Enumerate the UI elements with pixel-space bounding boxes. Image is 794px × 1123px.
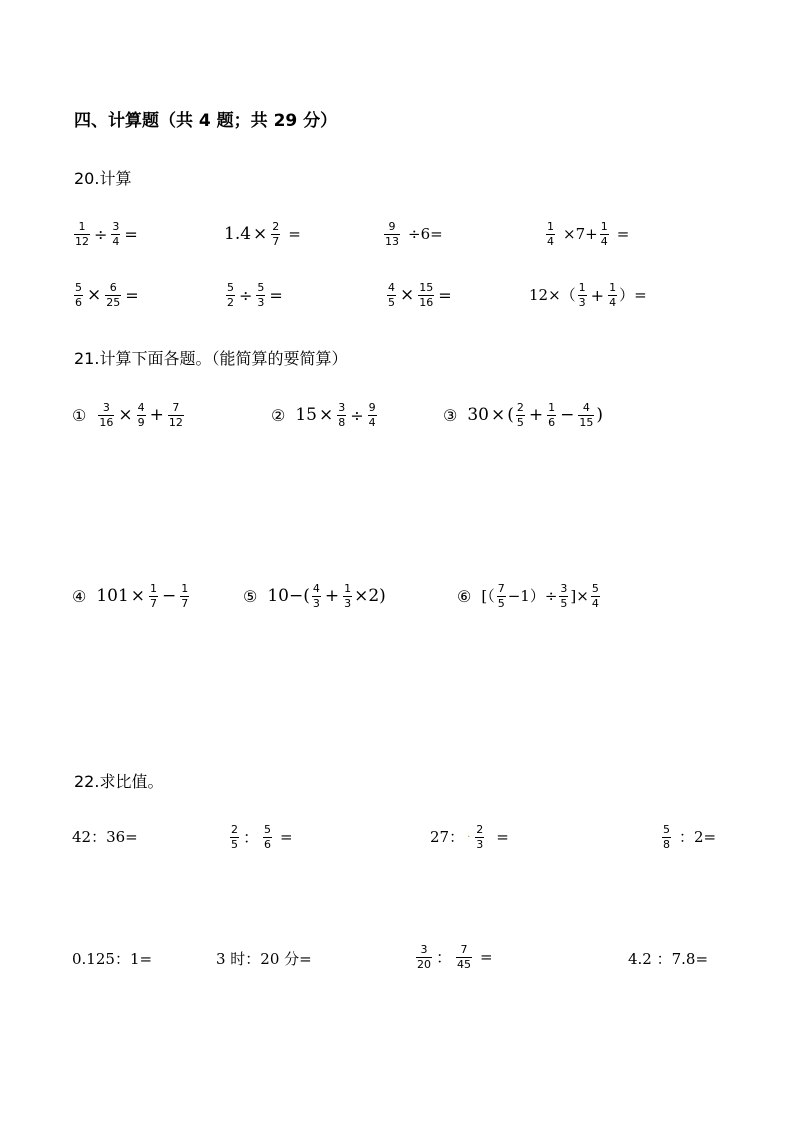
fraction: $\frac{1}{3}$ — [578, 281, 586, 309]
fraction: $\frac{1}{7}$ — [150, 582, 158, 610]
q22-r2-c: $\frac{3}{20}$ ： $\frac{7}{45}$ = — [417, 943, 493, 971]
fraction: $\frac{1}{12}$ — [75, 220, 89, 248]
fraction: $\frac{2}{3}$ — [476, 823, 484, 851]
q20-r2-a: $\frac{5}{6}$ × $\frac{6}{25}$ = — [75, 281, 139, 309]
fraction: $\frac{9}{4}$ — [368, 401, 376, 429]
q22-r2-a: 0.125：1= — [72, 950, 153, 968]
fraction: $\frac{5}{4}$ — [591, 582, 599, 610]
q20-r2-b: $\frac{5}{2}$ ÷ $\frac{5}{3}$ = — [227, 281, 283, 309]
fraction: $\frac{3}{4}$ — [112, 220, 120, 248]
fraction: $\frac{15}{16}$ — [419, 281, 434, 309]
circled-number-2: ② — [271, 405, 286, 425]
q20-title: 20.计算 — [74, 169, 132, 188]
q20-r1-d: $\frac{1}{4}$ ×7+ $\frac{1}{4}$ = — [547, 220, 630, 248]
fraction: $\frac{3}{5}$ — [560, 582, 568, 610]
fraction: $\frac{7}{5}$ — [497, 582, 505, 610]
q21-problem-5: ⑤ 10−( $\frac{4}{3}$ + $\frac{1}{3}$ ×2) — [243, 582, 386, 610]
fraction: $\frac{1}{4}$ — [609, 281, 617, 309]
q20-r2-c: $\frac{4}{5}$ × $\frac{15}{16}$ = — [388, 281, 452, 309]
q22-r2-d: 4.2 ：7.8= — [628, 950, 709, 968]
fraction: $\frac{3}{16}$ — [99, 401, 114, 429]
q22-r1-b: $\frac{2}{5}$ ： $\frac{5}{6}$ = — [231, 823, 293, 851]
q21-problem-6: ⑥ [（ $\frac{7}{5}$ −1）÷ $\frac{3}{5}$ ]× $\frac{5}{4}$ — [457, 582, 599, 610]
q20-r2-d: 12×（ $\frac{1}{3}$ + $\frac{1}{4}$ ）= — [529, 281, 647, 309]
q22-r2-b: 3 时：20 分= — [216, 950, 312, 968]
fraction: $\frac{4}{15}$ — [579, 401, 594, 429]
fraction: $\frac{1}{6}$ — [548, 401, 556, 429]
fraction: $\frac{1}{3}$ — [344, 582, 352, 610]
q21-problem-2: ② 15 × $\frac{3}{8}$ ÷ $\frac{9}{4}$ — [271, 401, 376, 429]
fraction: $\frac{5}{3}$ — [257, 281, 265, 309]
fraction: $\frac{1}{4}$ — [547, 220, 554, 248]
fraction: $\frac{2}{7}$ — [272, 220, 280, 248]
q22-r1-c: 27： · $\frac{2}{3}$ = — [430, 823, 509, 851]
section-title: 四、计算题（共 4 题；共 29 分） — [74, 111, 338, 131]
q22-r1-d: $\frac{5}{8}$ ：2= — [663, 823, 717, 851]
fraction: $\frac{3}{20}$ — [417, 943, 431, 971]
circled-number-4: ④ — [72, 586, 87, 606]
fraction: $\frac{4}{9}$ — [137, 401, 145, 429]
fraction: $\frac{5}{2}$ — [227, 281, 234, 309]
q20-r1-b: 1.4 × $\frac{2}{7}$ = — [224, 220, 301, 248]
fraction: $\frac{2}{5}$ — [231, 823, 238, 851]
q22-title: 22.求比值。 — [74, 772, 164, 791]
q21-problem-1: ① $\frac{3}{16}$ × $\frac{4}{9}$ + $\frac{7}{12}$ — [72, 401, 183, 429]
q21-problem-3: ③ 30 × ( $\frac{2}{5}$ + $\frac{1}{6}$ − $\frac{4}{15}$ ) — [443, 401, 604, 429]
q20-r1-c: $\frac{9}{13}$ ÷6= — [385, 220, 443, 248]
fraction: $\frac{6}{25}$ — [106, 281, 121, 309]
circled-number-3: ③ — [443, 405, 458, 425]
fraction: $\frac{1}{4}$ — [600, 220, 608, 248]
fraction: $\frac{2}{5}$ — [516, 401, 524, 429]
fraction: $\frac{9}{13}$ — [385, 220, 399, 248]
circled-number-5: ⑤ — [243, 586, 258, 606]
circled-number-6: ⑥ — [457, 586, 472, 606]
yellow-dot: · — [467, 831, 471, 843]
circled-number-1: ① — [72, 405, 87, 425]
fraction: $\frac{4}{3}$ — [312, 582, 320, 610]
q21-problem-4: ④ 101 × $\frac{1}{7}$ − $\frac{1}{7}$ — [72, 582, 189, 610]
fraction: $\frac{4}{5}$ — [388, 281, 395, 309]
fraction: $\frac{5}{6}$ — [75, 281, 82, 309]
q22-r1-a: 42：36= — [72, 828, 138, 846]
q20-r1-a: $\frac{1}{12}$ ÷ $\frac{3}{4}$ = — [75, 220, 138, 248]
fraction: $\frac{7}{45}$ — [457, 943, 472, 971]
fraction: $\frac{3}{8}$ — [338, 401, 346, 429]
q21-title: 21.计算下面各题。（能简算的要简算） — [74, 349, 348, 368]
fraction: $\frac{7}{12}$ — [168, 401, 183, 429]
fraction: $\frac{5}{8}$ — [663, 823, 670, 851]
fraction: $\frac{1}{7}$ — [181, 582, 189, 610]
fraction: $\frac{5}{6}$ — [264, 823, 272, 851]
